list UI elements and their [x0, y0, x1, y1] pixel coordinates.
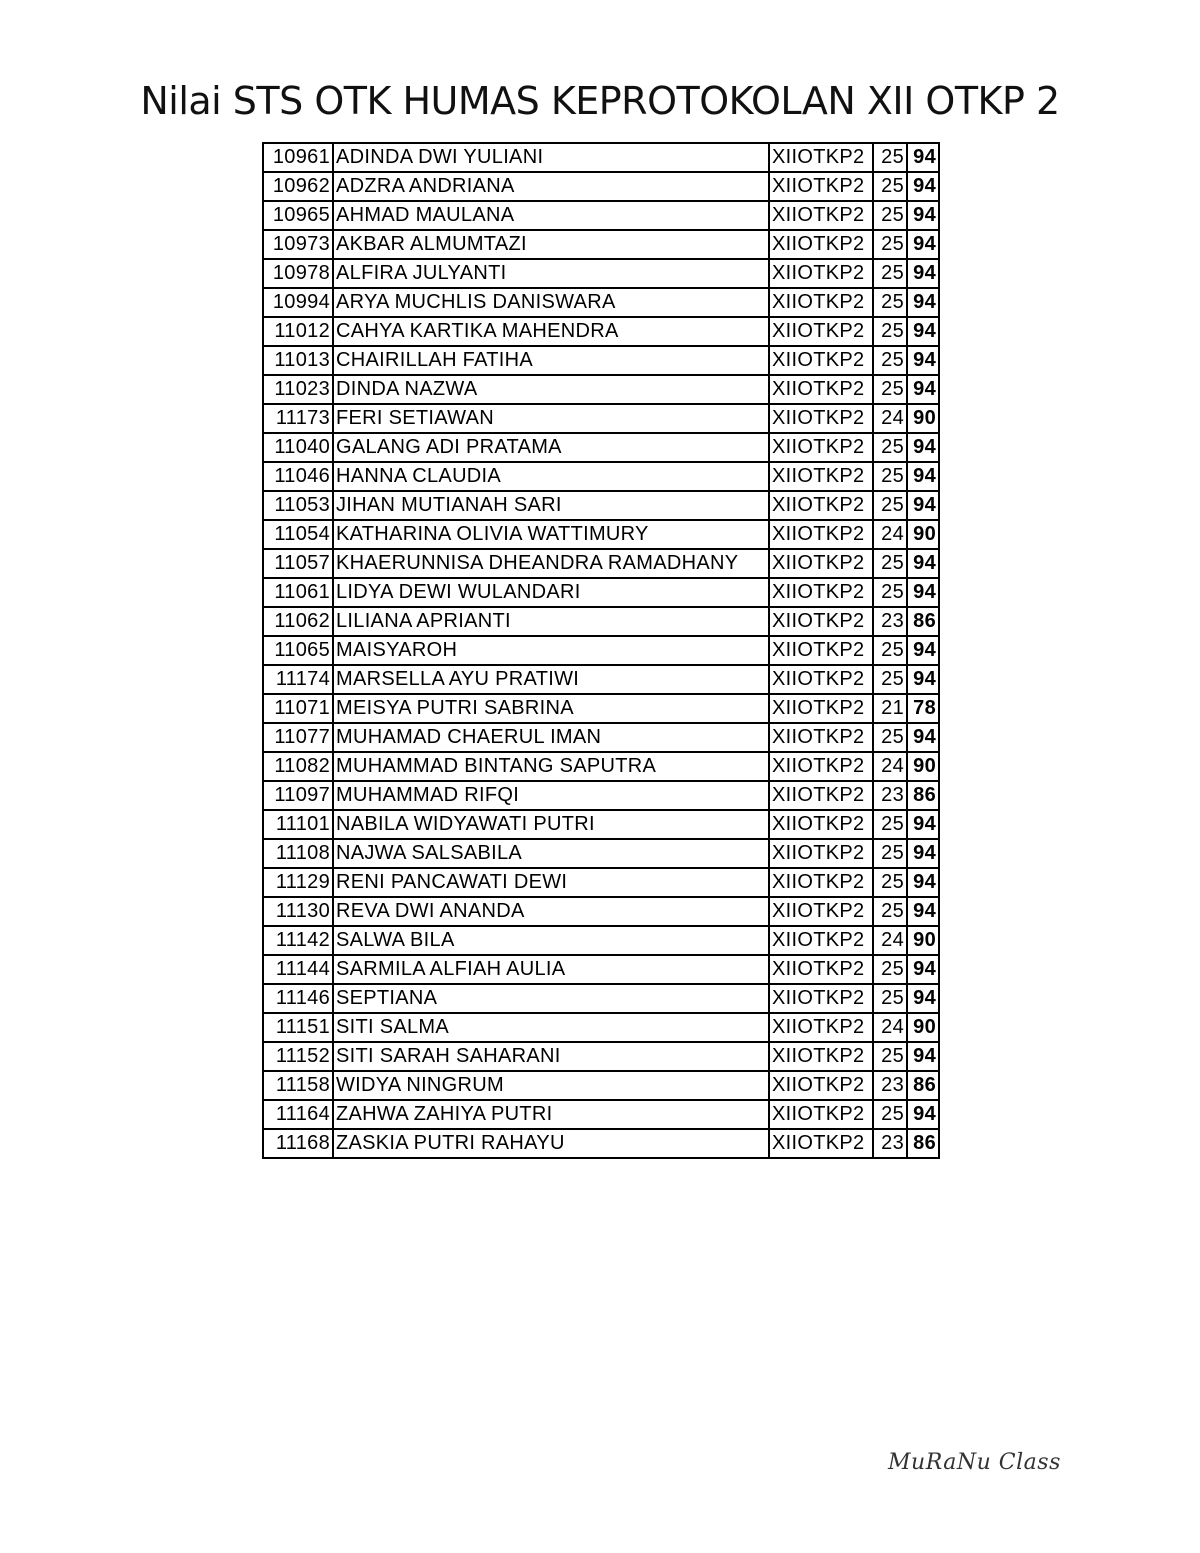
- student-id-cell: 10965: [263, 201, 333, 230]
- class-cell: XIIOTKP2: [769, 520, 873, 549]
- table-row: [263, 897, 939, 926]
- class-cell: XIIOTKP2: [769, 781, 873, 810]
- final-score-cell: 94: [907, 433, 939, 462]
- table-row: [263, 346, 939, 375]
- student-name-cell: MUHAMMAD RIFQI: [333, 781, 769, 810]
- final-score-cell: 94: [907, 259, 939, 288]
- table-row: [263, 230, 939, 259]
- raw-score-cell: 25: [873, 578, 907, 607]
- final-score-cell: 94: [907, 288, 939, 317]
- class-cell: XIIOTKP2: [769, 404, 873, 433]
- final-score-cell: 90: [907, 926, 939, 955]
- table-row: [263, 868, 939, 897]
- raw-score-cell: 25: [873, 549, 907, 578]
- raw-score-cell: 21: [873, 694, 907, 723]
- table-row: [263, 984, 939, 1013]
- final-score-cell: 94: [907, 462, 939, 491]
- raw-score-cell: 25: [873, 723, 907, 752]
- table-row: [263, 955, 939, 984]
- student-id-cell: 11146: [263, 984, 333, 1013]
- student-id-cell: 11077: [263, 723, 333, 752]
- table-row: [263, 723, 939, 752]
- student-name-cell: RENI PANCAWATI DEWI: [333, 868, 769, 897]
- student-id-cell: 11174: [263, 665, 333, 694]
- student-id-cell: 11168: [263, 1129, 333, 1158]
- score-table: [262, 142, 940, 1159]
- class-cell: XIIOTKP2: [769, 752, 873, 781]
- class-cell: XIIOTKP2: [769, 1100, 873, 1129]
- raw-score-cell: 25: [873, 462, 907, 491]
- class-cell: XIIOTKP2: [769, 897, 873, 926]
- raw-score-cell: 25: [873, 259, 907, 288]
- student-id-cell: 11057: [263, 549, 333, 578]
- student-id-cell: 11023: [263, 375, 333, 404]
- student-name-cell: FERI SETIAWAN: [333, 404, 769, 433]
- class-cell: XIIOTKP2: [769, 839, 873, 868]
- final-score-cell: 94: [907, 230, 939, 259]
- student-id-cell: 11062: [263, 607, 333, 636]
- student-id-cell: 11142: [263, 926, 333, 955]
- table-row: [263, 781, 939, 810]
- table-row: [263, 404, 939, 433]
- page-title: Nilai STS OTK HUMAS KEPROTOKOLAN XII OTKP 2: [140, 79, 1060, 123]
- final-score-cell: 94: [907, 868, 939, 897]
- raw-score-cell: 25: [873, 810, 907, 839]
- final-score-cell: 94: [907, 723, 939, 752]
- class-cell: XIIOTKP2: [769, 607, 873, 636]
- table-row: [263, 143, 939, 172]
- student-name-cell: AHMAD MAULANA: [333, 201, 769, 230]
- student-id-cell: 11054: [263, 520, 333, 549]
- student-name-cell: SEPTIANA: [333, 984, 769, 1013]
- student-name-cell: CHAIRILLAH FATIHA: [333, 346, 769, 375]
- student-id-cell: 11130: [263, 897, 333, 926]
- final-score-cell: 94: [907, 346, 939, 375]
- table-row: [263, 1042, 939, 1071]
- final-score-cell: 94: [907, 549, 939, 578]
- student-id-cell: 11152: [263, 1042, 333, 1071]
- student-id-cell: 11082: [263, 752, 333, 781]
- raw-score-cell: 25: [873, 433, 907, 462]
- class-cell: XIIOTKP2: [769, 1013, 873, 1042]
- raw-score-cell: 25: [873, 1042, 907, 1071]
- student-id-cell: 10962: [263, 172, 333, 201]
- table-row: [263, 578, 939, 607]
- table-row: [263, 259, 939, 288]
- class-cell: XIIOTKP2: [769, 723, 873, 752]
- raw-score-cell: 25: [873, 984, 907, 1013]
- student-id-cell: 10961: [263, 143, 333, 172]
- student-id-cell: 11097: [263, 781, 333, 810]
- table-row: [263, 317, 939, 346]
- class-cell: XIIOTKP2: [769, 375, 873, 404]
- raw-score-cell: 25: [873, 839, 907, 868]
- raw-score-cell: 23: [873, 1071, 907, 1100]
- final-score-cell: 86: [907, 781, 939, 810]
- student-name-cell: REVA DWI ANANDA: [333, 897, 769, 926]
- raw-score-cell: 24: [873, 1013, 907, 1042]
- student-name-cell: ZASKIA PUTRI RAHAYU: [333, 1129, 769, 1158]
- class-cell: XIIOTKP2: [769, 810, 873, 839]
- final-score-cell: 78: [907, 694, 939, 723]
- table-row: [263, 491, 939, 520]
- score-table-body: [263, 143, 939, 1158]
- table-row: [263, 665, 939, 694]
- final-score-cell: 94: [907, 839, 939, 868]
- student-name-cell: MAISYAROH: [333, 636, 769, 665]
- student-name-cell: MUHAMMAD BINTANG SAPUTRA: [333, 752, 769, 781]
- class-cell: XIIOTKP2: [769, 259, 873, 288]
- student-id-cell: 10994: [263, 288, 333, 317]
- student-id-cell: 11158: [263, 1071, 333, 1100]
- final-score-cell: 94: [907, 201, 939, 230]
- raw-score-cell: 25: [873, 230, 907, 259]
- table-row: [263, 1013, 939, 1042]
- student-name-cell: ADZRA ANDRIANA: [333, 172, 769, 201]
- student-name-cell: ALFIRA JULYANTI: [333, 259, 769, 288]
- student-name-cell: NAJWA SALSABILA: [333, 839, 769, 868]
- final-score-cell: 86: [907, 1071, 939, 1100]
- student-id-cell: 10973: [263, 230, 333, 259]
- final-score-cell: 94: [907, 491, 939, 520]
- final-score-cell: 90: [907, 752, 939, 781]
- final-score-cell: 94: [907, 1100, 939, 1129]
- class-cell: XIIOTKP2: [769, 665, 873, 694]
- student-name-cell: SITI SALMA: [333, 1013, 769, 1042]
- student-id-cell: 11144: [263, 955, 333, 984]
- table-row: [263, 926, 939, 955]
- student-id-cell: 11071: [263, 694, 333, 723]
- class-cell: XIIOTKP2: [769, 346, 873, 375]
- raw-score-cell: 23: [873, 1129, 907, 1158]
- final-score-cell: 86: [907, 1129, 939, 1158]
- table-row: [263, 752, 939, 781]
- raw-score-cell: 25: [873, 201, 907, 230]
- table-row: [263, 810, 939, 839]
- final-score-cell: 94: [907, 317, 939, 346]
- student-name-cell: NABILA WIDYAWATI PUTRI: [333, 810, 769, 839]
- class-cell: XIIOTKP2: [769, 578, 873, 607]
- student-name-cell: GALANG ADI PRATAMA: [333, 433, 769, 462]
- raw-score-cell: 25: [873, 1100, 907, 1129]
- table-row: [263, 433, 939, 462]
- student-name-cell: MARSELLA AYU PRATIWI: [333, 665, 769, 694]
- table-row: [263, 201, 939, 230]
- student-name-cell: LILIANA APRIANTI: [333, 607, 769, 636]
- final-score-cell: 94: [907, 665, 939, 694]
- class-cell: XIIOTKP2: [769, 636, 873, 665]
- raw-score-cell: 25: [873, 375, 907, 404]
- final-score-cell: 94: [907, 375, 939, 404]
- student-id-cell: 11013: [263, 346, 333, 375]
- final-score-cell: 94: [907, 897, 939, 926]
- final-score-cell: 94: [907, 143, 939, 172]
- student-id-cell: 10978: [263, 259, 333, 288]
- student-name-cell: KHAERUNNISA DHEANDRA RAMADHANY: [333, 549, 769, 578]
- class-cell: XIIOTKP2: [769, 317, 873, 346]
- class-cell: XIIOTKP2: [769, 433, 873, 462]
- student-name-cell: CAHYA KARTIKA MAHENDRA: [333, 317, 769, 346]
- raw-score-cell: 25: [873, 143, 907, 172]
- final-score-cell: 94: [907, 172, 939, 201]
- table-row: [263, 636, 939, 665]
- final-score-cell: 94: [907, 810, 939, 839]
- class-cell: XIIOTKP2: [769, 1071, 873, 1100]
- student-id-cell: 11053: [263, 491, 333, 520]
- class-cell: XIIOTKP2: [769, 694, 873, 723]
- student-name-cell: ZAHWA ZAHIYA PUTRI: [333, 1100, 769, 1129]
- student-name-cell: ADINDA DWI YULIANI: [333, 143, 769, 172]
- student-id-cell: 11151: [263, 1013, 333, 1042]
- class-cell: XIIOTKP2: [769, 955, 873, 984]
- raw-score-cell: 25: [873, 868, 907, 897]
- table-row: [263, 549, 939, 578]
- raw-score-cell: 23: [873, 781, 907, 810]
- final-score-cell: 94: [907, 578, 939, 607]
- raw-score-cell: 25: [873, 288, 907, 317]
- student-id-cell: 11040: [263, 433, 333, 462]
- raw-score-cell: 25: [873, 636, 907, 665]
- class-cell: XIIOTKP2: [769, 288, 873, 317]
- table-row: [263, 607, 939, 636]
- table-row: [263, 288, 939, 317]
- raw-score-cell: 25: [873, 897, 907, 926]
- raw-score-cell: 24: [873, 752, 907, 781]
- final-score-cell: 90: [907, 1013, 939, 1042]
- student-name-cell: MEISYA PUTRI SABRINA: [333, 694, 769, 723]
- student-name-cell: LIDYA DEWI WULANDARI: [333, 578, 769, 607]
- raw-score-cell: 24: [873, 520, 907, 549]
- final-score-cell: 94: [907, 1042, 939, 1071]
- watermark-text: MuRaNu Class: [888, 1450, 1061, 1475]
- raw-score-cell: 23: [873, 607, 907, 636]
- raw-score-cell: 25: [873, 172, 907, 201]
- student-name-cell: WIDYA NINGRUM: [333, 1071, 769, 1100]
- table-row: [263, 375, 939, 404]
- student-id-cell: 11046: [263, 462, 333, 491]
- student-id-cell: 11164: [263, 1100, 333, 1129]
- class-cell: XIIOTKP2: [769, 230, 873, 259]
- table-row: [263, 839, 939, 868]
- class-cell: XIIOTKP2: [769, 549, 873, 578]
- raw-score-cell: 25: [873, 665, 907, 694]
- raw-score-cell: 24: [873, 926, 907, 955]
- table-row: [263, 462, 939, 491]
- student-name-cell: AKBAR ALMUMTAZI: [333, 230, 769, 259]
- final-score-cell: 94: [907, 955, 939, 984]
- student-id-cell: 11108: [263, 839, 333, 868]
- student-name-cell: JIHAN MUTIANAH SARI: [333, 491, 769, 520]
- final-score-cell: 94: [907, 636, 939, 665]
- class-cell: XIIOTKP2: [769, 201, 873, 230]
- raw-score-cell: 24: [873, 404, 907, 433]
- final-score-cell: 94: [907, 984, 939, 1013]
- student-id-cell: 11101: [263, 810, 333, 839]
- student-name-cell: SALWA BILA: [333, 926, 769, 955]
- class-cell: XIIOTKP2: [769, 462, 873, 491]
- student-name-cell: SARMILA ALFIAH AULIA: [333, 955, 769, 984]
- raw-score-cell: 25: [873, 346, 907, 375]
- student-name-cell: ARYA MUCHLIS DANISWARA: [333, 288, 769, 317]
- student-id-cell: 11061: [263, 578, 333, 607]
- table-row: [263, 694, 939, 723]
- table-row: [263, 1071, 939, 1100]
- table-row: [263, 1100, 939, 1129]
- student-name-cell: HANNA CLAUDIA: [333, 462, 769, 491]
- student-name-cell: DINDA NAZWA: [333, 375, 769, 404]
- student-id-cell: 11065: [263, 636, 333, 665]
- final-score-cell: 90: [907, 520, 939, 549]
- class-cell: XIIOTKP2: [769, 984, 873, 1013]
- table-row: [263, 520, 939, 549]
- table-row: [263, 1129, 939, 1158]
- class-cell: XIIOTKP2: [769, 1042, 873, 1071]
- class-cell: XIIOTKP2: [769, 172, 873, 201]
- class-cell: XIIOTKP2: [769, 143, 873, 172]
- class-cell: XIIOTKP2: [769, 491, 873, 520]
- class-cell: XIIOTKP2: [769, 868, 873, 897]
- raw-score-cell: 25: [873, 491, 907, 520]
- student-id-cell: 11012: [263, 317, 333, 346]
- class-cell: XIIOTKP2: [769, 926, 873, 955]
- raw-score-cell: 25: [873, 317, 907, 346]
- class-cell: XIIOTKP2: [769, 1129, 873, 1158]
- student-name-cell: KATHARINA OLIVIA WATTIMURY: [333, 520, 769, 549]
- student-name-cell: SITI SARAH SAHARANI: [333, 1042, 769, 1071]
- raw-score-cell: 25: [873, 955, 907, 984]
- student-id-cell: 11173: [263, 404, 333, 433]
- student-name-cell: MUHAMAD CHAERUL IMAN: [333, 723, 769, 752]
- final-score-cell: 90: [907, 404, 939, 433]
- table-row: [263, 172, 939, 201]
- final-score-cell: 86: [907, 607, 939, 636]
- student-id-cell: 11129: [263, 868, 333, 897]
